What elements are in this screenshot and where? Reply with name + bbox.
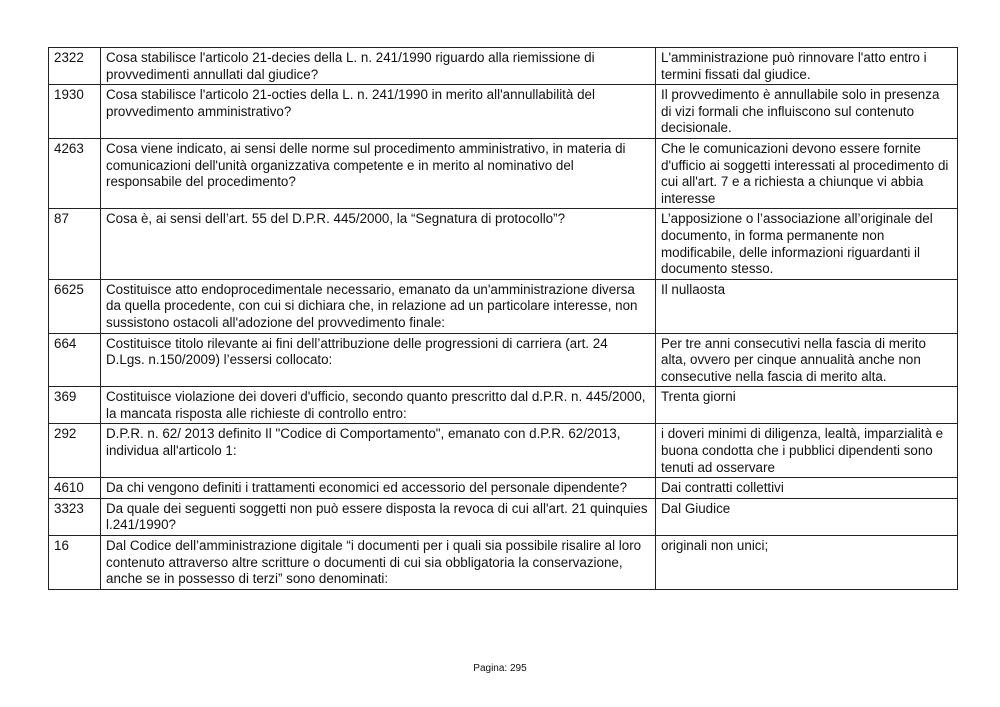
row-question: Cosa è, ai sensi dell’art. 55 del D.P.R. 445/2000, la “Segnatura di protocollo”? [101,209,656,279]
row-id: 664 [49,333,101,387]
table-row [49,536,958,590]
table-row [49,48,958,85]
row-answer: Il nullaosta [656,279,958,333]
table-row [49,478,958,499]
row-answer: Dal Giudice [656,498,958,535]
row-id: 16 [49,536,101,590]
table-row [49,387,958,424]
table-row [49,333,958,387]
row-id: 87 [49,209,101,279]
row-question: Cosa stabilisce l'articolo 21-octies della L. n. 241/1990 in merito all'annullabilità del provvedimento amministrativo? [101,85,656,139]
row-question: Da quale dei seguenti soggetti non può essere disposta la revoca di cui all'art. 21 quinquies l.241/1990? [101,498,656,535]
row-id: 3323 [49,498,101,535]
row-answer: Il provvedimento è annullabile solo in presenza di vizi formali che influiscono sul contenuto decisionale. [656,85,958,139]
qa-table [48,47,958,590]
row-question: Cosa stabilisce l'articolo 21-decies della L. n. 241/1990 riguardo alla riemissione di provvedimenti annullati dal giudice? [101,48,656,85]
row-question: Da chi vengono definiti i trattamenti economici ed accessorio del personale dipendente? [101,478,656,499]
row-id: 1930 [49,85,101,139]
row-answer: L’apposizione o l’associazione all’originale del documento, in forma permanente non modificabile, delle informazioni riguardanti il documento stesso. [656,209,958,279]
row-question: Dal Codice dell’amministrazione digitale “i documenti per i quali sia possibile risalire al loro contenuto attraverso altre scritture o documenti di cui sia obbligatoria la conservazione, anche se in possesso di terzi” sono denominati: [101,536,656,590]
row-answer: Che le comunicazioni devono essere fornite d'ufficio ai soggetti interessati al procedimento di cui all'art. 7 e a richiesta a chiunque vi abbia interesse [656,138,958,208]
row-question: Costituisce violazione dei doveri d'ufficio, secondo quanto prescritto dal d.P.R. n. 445/2000, la mancata risposta alle richieste di controllo entro: [101,387,656,424]
row-id: 6625 [49,279,101,333]
row-id: 4610 [49,478,101,499]
row-question: D.P.R. n. 62/ 2013 definito Il "Codice di Comportamento", emanato con d.P.R. 62/2013, individua all'articolo 1: [101,424,656,478]
table-row [49,85,958,139]
table-row [49,498,958,535]
row-answer: originali non unici; [656,536,958,590]
row-question: Cosa viene indicato, ai sensi delle norme sul procedimento amministrativo, in materia di comunicazioni dell'unità organizzativa competente e in merito al nominativo del responsabile del procedimento? [101,138,656,208]
row-id: 369 [49,387,101,424]
row-question: Costituisce atto endoprocedimentale necessario, emanato da un'amministrazione diversa da quella procedente, con cui si dichiara che, in relazione ad un particolare interesse, non sussistono ostacoli all'adozione del provvedimento finale: [101,279,656,333]
table-row [49,279,958,333]
table-row [49,138,958,208]
row-answer: i doveri minimi di diligenza, lealtà, imparzialità e buona condotta che i pubblici dipendenti sono tenuti ad osservare [656,424,958,478]
row-answer: Trenta giorni [656,387,958,424]
table-row [49,424,958,478]
row-id: 4263 [49,138,101,208]
page-number: Pagina: 295 [473,663,527,674]
table-row [49,209,958,279]
row-answer: Dai contratti collettivi [656,478,958,499]
row-question: Costituisce titolo rilevante ai fini dell’attribuzione delle progressioni di carriera (art. 24 D.Lgs. n.150/2009) l’essersi collocato: [101,333,656,387]
row-answer: L'amministrazione può rinnovare l'atto entro i termini fissati dal giudice. [656,48,958,85]
row-id: 2322 [49,48,101,85]
row-answer: Per tre anni consecutivi nella fascia di merito alta, ovvero per cinque annualità anche non consecutive nella fascia di merito alta. [656,333,958,387]
row-id: 292 [49,424,101,478]
